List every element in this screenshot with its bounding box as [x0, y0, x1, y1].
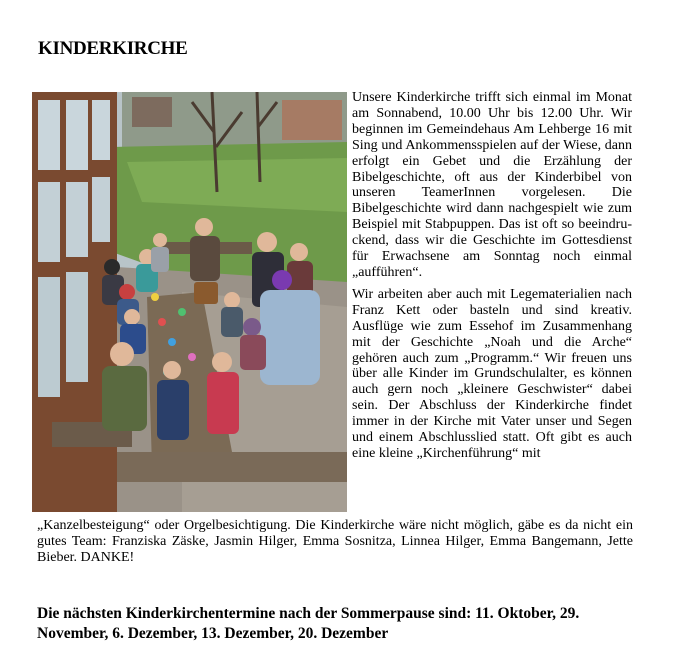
group-photo	[32, 92, 347, 512]
paragraph: Wir arbeiten aber auch mit Legematerialien nach Franz Kett oder basteln und sind kreativ. Ausflüge wie zum Essehof im Zusammenhang mit der Geschichte „Noah und die Arche“ gehören auch zum „Programm.“ Wir freuen uns über alle Kinder im Grundschulalter, es können auch gern noch „kleinere Geschwister“ dabei sein. Der Abschluss der Kinderkirche findet immer in der Kirche mit Vater unser und Segen und einem Abschlusslied statt. Oft gibt es auch eine kleine „Kirchenführung“ mit	[352, 286, 632, 461]
article-body	[352, 90, 632, 462]
paragraph: Unsere Kinderkirche trifft sich einmal im Monat am Sonnabend, 10.00 Uhr bis 12.00 Uhr. Wir beginnen im Gemeindehaus Am Lehberge 16 mit Sing und Ankommensspielen auf der Wiese, dann erfolgt ein Gebet und die Erzählung der Bibelgeschichte, oft aus der Kinderbibel von unseren TeamerInnen vorgelesen. Die Bibelgeschichte wird dann nachgespielt wie zum Beispiel mit Stabpuppen. Das ist oft so beeindruckend, dass wir die Geschichte im Gottesdienst für Erwachsene am Sonntag noch einmal „aufführen“.	[352, 90, 632, 280]
page-title: KINDERKIRCHE	[38, 38, 188, 59]
group-photo-image	[32, 92, 347, 512]
paragraph-continuation: „Kanzelbesteigung“ oder Orgelbesichtigung. Die Kinderkirche wäre nicht möglich, gäbe es da nicht ein gutes Team: Franziska Zäske, Jasmin Hilger, Emma Sosnitza, Linnea Hilger, Emma Bangemann, Jette Bieber. DANKE!	[37, 518, 633, 565]
upcoming-dates: Die nächsten Kinderkirchentermine nach der Sommerpause sind: 11. Oktober, 29. November, 6. Dezember, 13. Dezember, 20. Dezember	[37, 605, 580, 642]
